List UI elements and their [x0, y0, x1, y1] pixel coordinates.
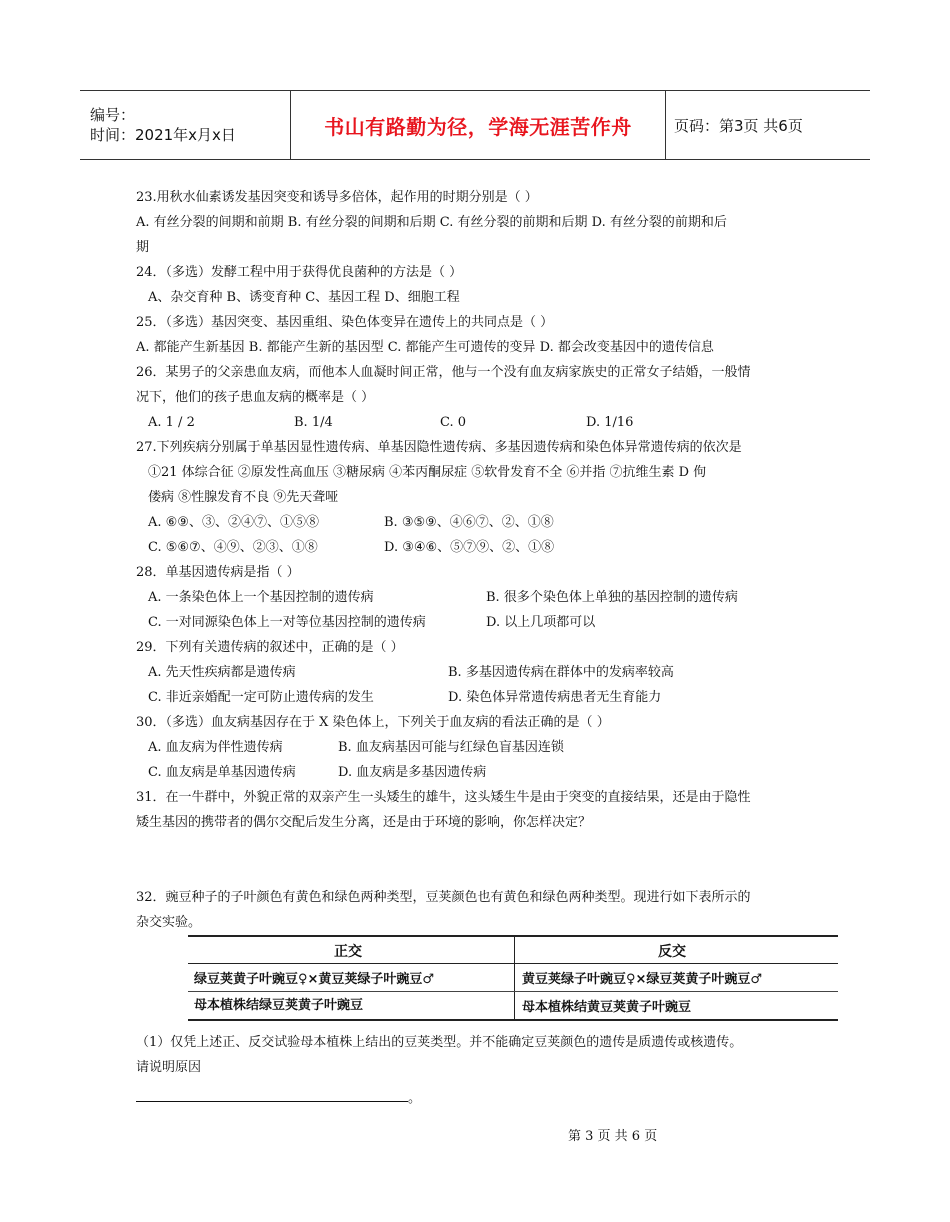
q28-option-c: C. 一对同源染色体上一对等位基因控制的遗传病	[148, 615, 426, 630]
answer-line	[136, 1080, 836, 1111]
q26-option-a: A. 1 / 2	[148, 415, 195, 430]
q24-options: A、杂交育种 B、诱变育种 C、基因工程 D、细胞工程	[148, 290, 460, 305]
q28-option-d: D. 以上几项都可以	[486, 615, 596, 630]
q23-stem: 23.用秋水仙素诱发基因突变和诱导多倍体，起作用的时期分别是（ ）	[136, 190, 538, 205]
table-result-forward: 母本植株结绿豆荚黄子叶豌豆	[194, 998, 364, 1013]
q30-option-d: D. 血友病是多基因遗传病	[338, 765, 487, 780]
q27-option-a: A. ⑥⑨、③、②④⑦、①⑤⑧	[148, 515, 319, 530]
q27-options-ab	[136, 510, 826, 535]
table-rule	[188, 963, 838, 964]
q27-option-d: D. ③④⑥、⑤⑦⑨、②、①⑧	[384, 540, 555, 555]
page-info-text: 页码：第3页 共6页	[674, 116, 803, 135]
q29-options-ab	[136, 660, 826, 685]
q31-stem-cont: 矮生基因的携带者的偶尔交配后发生分离，还是由于环境的影响，你怎样决定？	[136, 815, 592, 830]
q29-option-c: C. 非近亲婚配一定可防止遗传病的发生	[148, 690, 374, 705]
q30-stem: 30．（多选）血友病基因存在于 X 染色体上，下列关于血友病的看法正确的是（ ）	[136, 715, 610, 730]
header-page-info	[666, 91, 870, 159]
page-header	[80, 90, 870, 160]
q28-stem: 28．单基因遗传病是指（ ）	[136, 565, 300, 580]
q23-options-cont: 期	[136, 240, 150, 255]
table-rule	[188, 991, 838, 992]
q31-stem: 31．在一牛群中，外貌正常的双亲产生一头矮生的雄牛，这头矮生牛是由于突变的直接结果，还是由于隐性	[136, 790, 751, 805]
q27-option-b: B. ③⑤⑨、④⑥⑦、②、①⑧	[384, 515, 554, 530]
q28-options-ab	[136, 585, 826, 610]
answer-blank[interactable]	[136, 1087, 408, 1102]
q23-options: A. 有丝分裂的间期和前期 B. 有丝分裂的间期和后期 C. 有丝分裂的前期和后期 D. 有丝分裂的前期和后	[136, 215, 727, 230]
cross-experiment-table	[188, 935, 838, 1021]
q25-options: A. 都能产生新基因 B. 都能产生新的基因型 C. 都能产生可遗传的变异 D. 都会改变基因中的遗传信息	[136, 340, 714, 355]
answer-end-mark: 。	[408, 1091, 422, 1106]
q29-stem: 29．下列有关遗传病的叙述中，正确的是（ ）	[136, 640, 404, 655]
q25-stem: 25．（多选）基因突变、基因重组、染色体变异在遗传上的共同点是（ ）	[136, 315, 554, 330]
table-header-reverse: 反交	[658, 944, 686, 960]
q28-options-cd	[136, 610, 826, 635]
q24-stem: 24．（多选）发酵工程中用于获得优良菌种的方法是（ ）	[136, 265, 463, 280]
q26-option-d: D. 1/16	[586, 415, 634, 430]
table-header-forward: 正交	[334, 944, 362, 960]
spacer	[136, 860, 826, 885]
q26-stem-cont: 况下，他们的孩子患血友病的概率是（ ）	[136, 390, 375, 405]
doc-time-label: 时间：2021年x月x日	[90, 126, 236, 144]
q28-option-b: B. 很多个染色体上单独的基因控制的遗传病	[486, 590, 738, 605]
motto-text: 书山有路勤为径，学海无涯苦作舟	[324, 114, 632, 139]
header-left-cell	[80, 91, 291, 159]
q32-stem: 32．豌豆种子的子叶颜色有黄色和绿色两种类型，豆荚颜色也有黄色和绿色两种类型。现进行如下表所示的	[136, 890, 751, 905]
q27-diseases: ①21 体综合征 ②原发性高血压 ③糖尿病 ④苯丙酮尿症 ⑤软骨发育不全 ⑥并指 ⑦抗维生素 D 佝	[148, 465, 707, 480]
q27-option-c: C. ⑤⑥⑦、④⑨、②③、①⑧	[148, 540, 318, 555]
q30-option-a: A. 血友病为伴性遗传病	[148, 740, 283, 755]
q27-diseases-cont: 偻病 ⑧性腺发育不良 ⑨先天聋哑	[148, 490, 339, 505]
q30-option-c: C. 血友病是单基因遗传病	[148, 765, 296, 780]
q32-subquestion	[136, 1030, 836, 1111]
table-cross-forward: 绿豆荚黄子叶豌豆♀×黄豆荚绿子叶豌豆♂	[194, 972, 435, 987]
q32-stem-cont: 杂交实验。	[136, 915, 202, 930]
q32-sub1: （1）仅凭上述正、反交试验母本植株上结出的豆荚类型。并不能确定豆荚颜色的遗传是质遗传或核遗传。	[136, 1035, 743, 1050]
q29-options-cd	[136, 685, 826, 710]
q26-option-b: B. 1/4	[294, 415, 333, 430]
doc-code-label: 编号：	[90, 106, 136, 124]
page-footer: 第 3 页 共 6 页	[568, 1129, 658, 1144]
q29-option-a: A. 先天性疾病都是遗传病	[148, 665, 296, 680]
q32-sub1-cont: 请说明原因	[136, 1060, 202, 1075]
q29-option-b: B. 多基因遗传病在群体中的发病率较高	[448, 665, 674, 680]
q26-option-c: C. 0	[440, 415, 467, 430]
header-motto	[291, 91, 666, 159]
q30-options-cd	[136, 760, 826, 785]
table-result-reverse: 母本植株结黄豆荚黄子叶豌豆	[522, 1000, 692, 1015]
q30-options-ab	[136, 735, 826, 760]
table-cross-reverse: 黄豆荚绿子叶豌豆♀×绿豆荚黄子叶豌豆♂	[522, 972, 763, 987]
q26-stem: 26．某男子的父亲患血友病，而他本人血凝时间正常，他与一个没有血友病家族史的正常女子结婚，一般情	[136, 365, 751, 380]
spacer	[136, 835, 826, 860]
q27-options-cd	[136, 535, 826, 560]
q27-stem: 27.下列疾病分别属于单基因显性遗传病、单基因隐性遗传病、多基因遗传病和染色体异常遗传病的依次是	[136, 440, 742, 455]
q29-option-d: D. 染色体异常遗传病患者无生育能力	[448, 690, 662, 705]
q26-options	[136, 410, 826, 435]
table-divider	[514, 937, 515, 1019]
question-list	[136, 185, 826, 935]
q30-option-b: B. 血友病基因可能与红绿色盲基因连锁	[338, 740, 564, 755]
q28-option-a: A. 一条染色体上一个基因控制的遗传病	[148, 590, 374, 605]
